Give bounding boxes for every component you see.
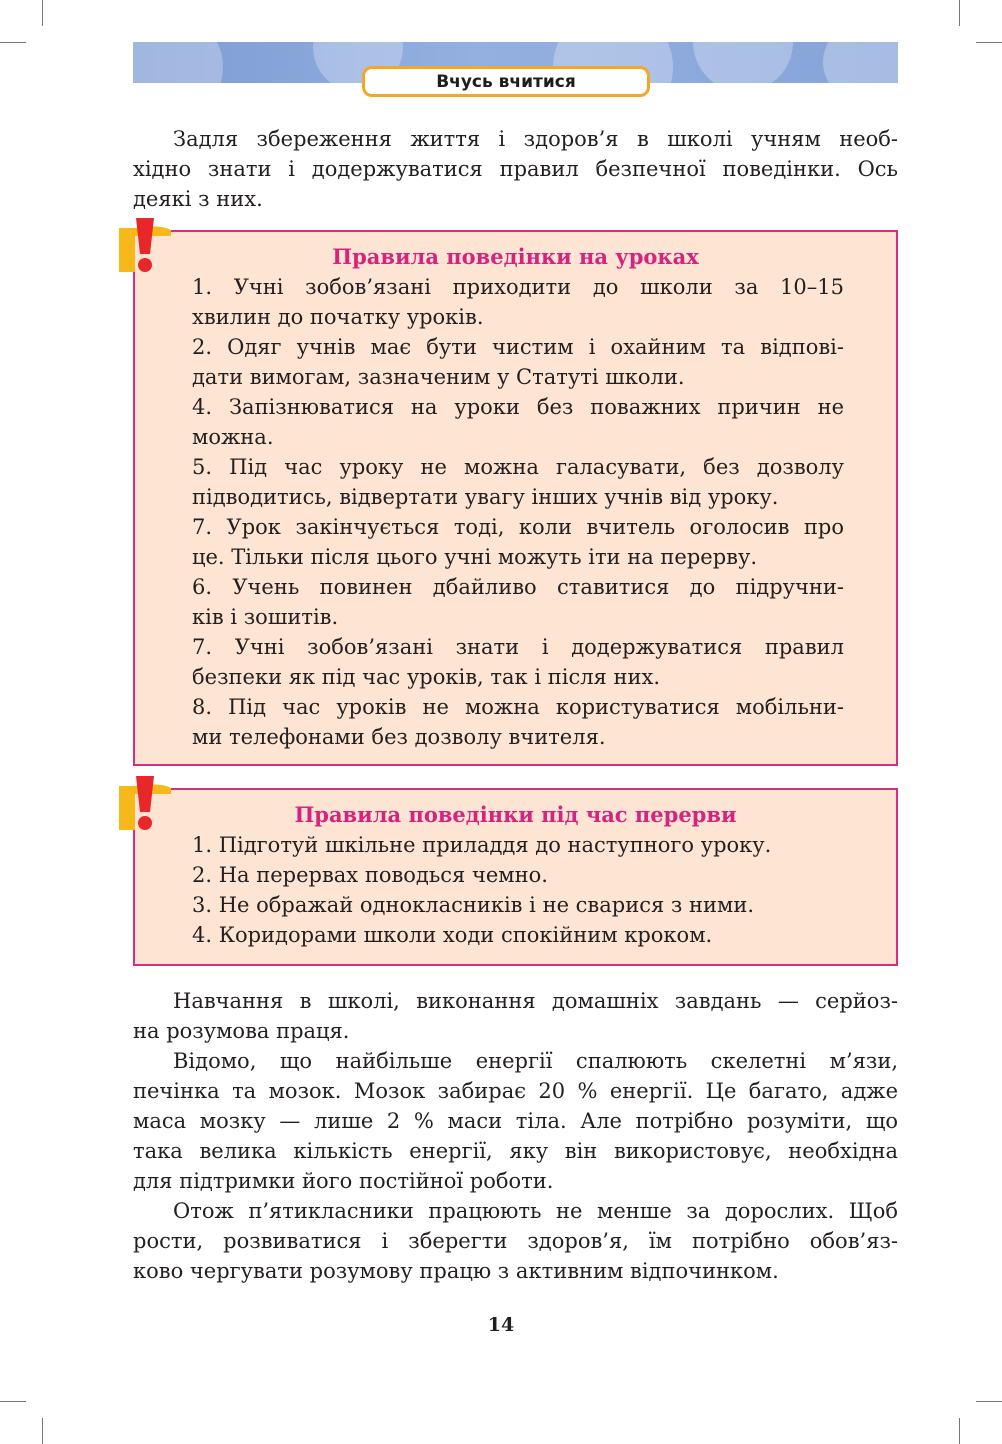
crop-mark [0, 1401, 26, 1402]
text-line: деякі з них. [133, 187, 263, 211]
section-label: Вчусь вчитися [362, 66, 650, 97]
text-line: Отож п’ятикласники працюють не менше за дорослих. Щоб [173, 1199, 898, 1223]
rule-line: 6. Учень повинен дбайливо ставитися до підручни- [192, 575, 844, 599]
text-line: ково чергувати розумову працю з активним відпочинком. [133, 1259, 779, 1283]
text-line: маса мозку — лише 2 % маси тіла. Але потрібно розуміти, що [133, 1109, 898, 1133]
crop-mark [0, 42, 26, 43]
text-line: хідно знати і додержуватися правил безпечної поведінки. Ось [133, 157, 898, 181]
crop-mark [42, 1418, 43, 1444]
body-paragraph-3 [133, 1196, 898, 1286]
rule-line: хвилин до початку уроків. [192, 305, 484, 329]
rule-line: 4. Коридорами школи ходи спокійним кроком. [192, 923, 713, 947]
body-paragraph-2 [133, 1046, 898, 1196]
rule-line: 8. Під час уроків не можна користуватися мобільни- [192, 695, 844, 719]
rule-line: ків і зошитів. [192, 605, 339, 629]
break-rules-list [192, 830, 844, 950]
rule-line: це. Тільки після цього учні можуть іти на перерву. [192, 545, 758, 569]
rule-line: 2. На перервах поводься чемно. [192, 863, 548, 887]
rule-line: можна. [192, 425, 274, 449]
text-line: печінка та мозок. Мозок забирає 20 % енергії. Це багато, адже [133, 1079, 898, 1103]
lesson-rules-box [133, 230, 898, 766]
rule-line: 7. Учні зобов’язані знати і додержуватися правил [192, 635, 844, 659]
text-line: Задля збереження життя і здоров’я в школі учням необ- [173, 127, 898, 151]
body-paragraph-1 [133, 986, 898, 1046]
text-line: Навчання в школі, виконання домашніх завдань — серйоз- [173, 989, 898, 1013]
exclamation-icon [119, 218, 171, 276]
crop-mark [959, 1418, 960, 1444]
crop-mark [976, 1401, 1002, 1402]
crop-mark [959, 0, 960, 26]
crop-mark [42, 0, 43, 26]
text-line: на розумова праця. [133, 1019, 350, 1043]
intro-paragraph [133, 124, 898, 214]
text-line: рости, розвиватися і зберегти здоров’я, їм потрібно обов’яз- [133, 1229, 898, 1253]
rule-line: 2. Одяг учнів має бути чистим і охайним та відпові- [192, 335, 844, 359]
break-rules-box [133, 788, 898, 966]
rule-line: 4. Запізнюватися на уроки без поважних причин не [192, 395, 844, 419]
exclamation-icon [119, 776, 171, 834]
text-line: така велика кількість енергії, яку він використовує, необхідна [133, 1139, 898, 1163]
rule-line: 7. Урок закінчується тоді, коли вчитель оголосив про [192, 515, 844, 539]
text-line: для підтримки його постійної роботи. [133, 1169, 554, 1193]
crop-mark [976, 42, 1002, 43]
break-rules-title: Правила поведінки під час перерви [294, 802, 737, 827]
rule-line: 1. Підготуй шкільне приладдя до наступного уроку. [192, 833, 772, 857]
text-line: Відомо, що найбільше енергії спалюють скелетні м’язи, [173, 1049, 898, 1073]
rule-line: 5. Під час уроку не можна галасувати, без дозволу [192, 455, 844, 479]
rule-line: 1. Учні зобов’язані приходити до школи за 10–15 [192, 275, 844, 299]
page-number: 14 [487, 1314, 515, 1336]
rule-line: ми телефонами без дозволу вчителя. [192, 725, 606, 749]
lesson-rules-title: Правила поведінки на уроках [332, 244, 699, 269]
rule-line: безпеки як під час уроків, так і після них. [192, 665, 660, 689]
rule-line: підводитись, відвертати увагу інших учнів від уроку. [192, 485, 779, 509]
rule-line: 3. Не ображай однокласників і не сварися з ними. [192, 893, 755, 917]
lesson-rules-list [192, 272, 844, 752]
rule-line: дати вимогам, зазначеним у Статуті школи. [192, 365, 685, 389]
